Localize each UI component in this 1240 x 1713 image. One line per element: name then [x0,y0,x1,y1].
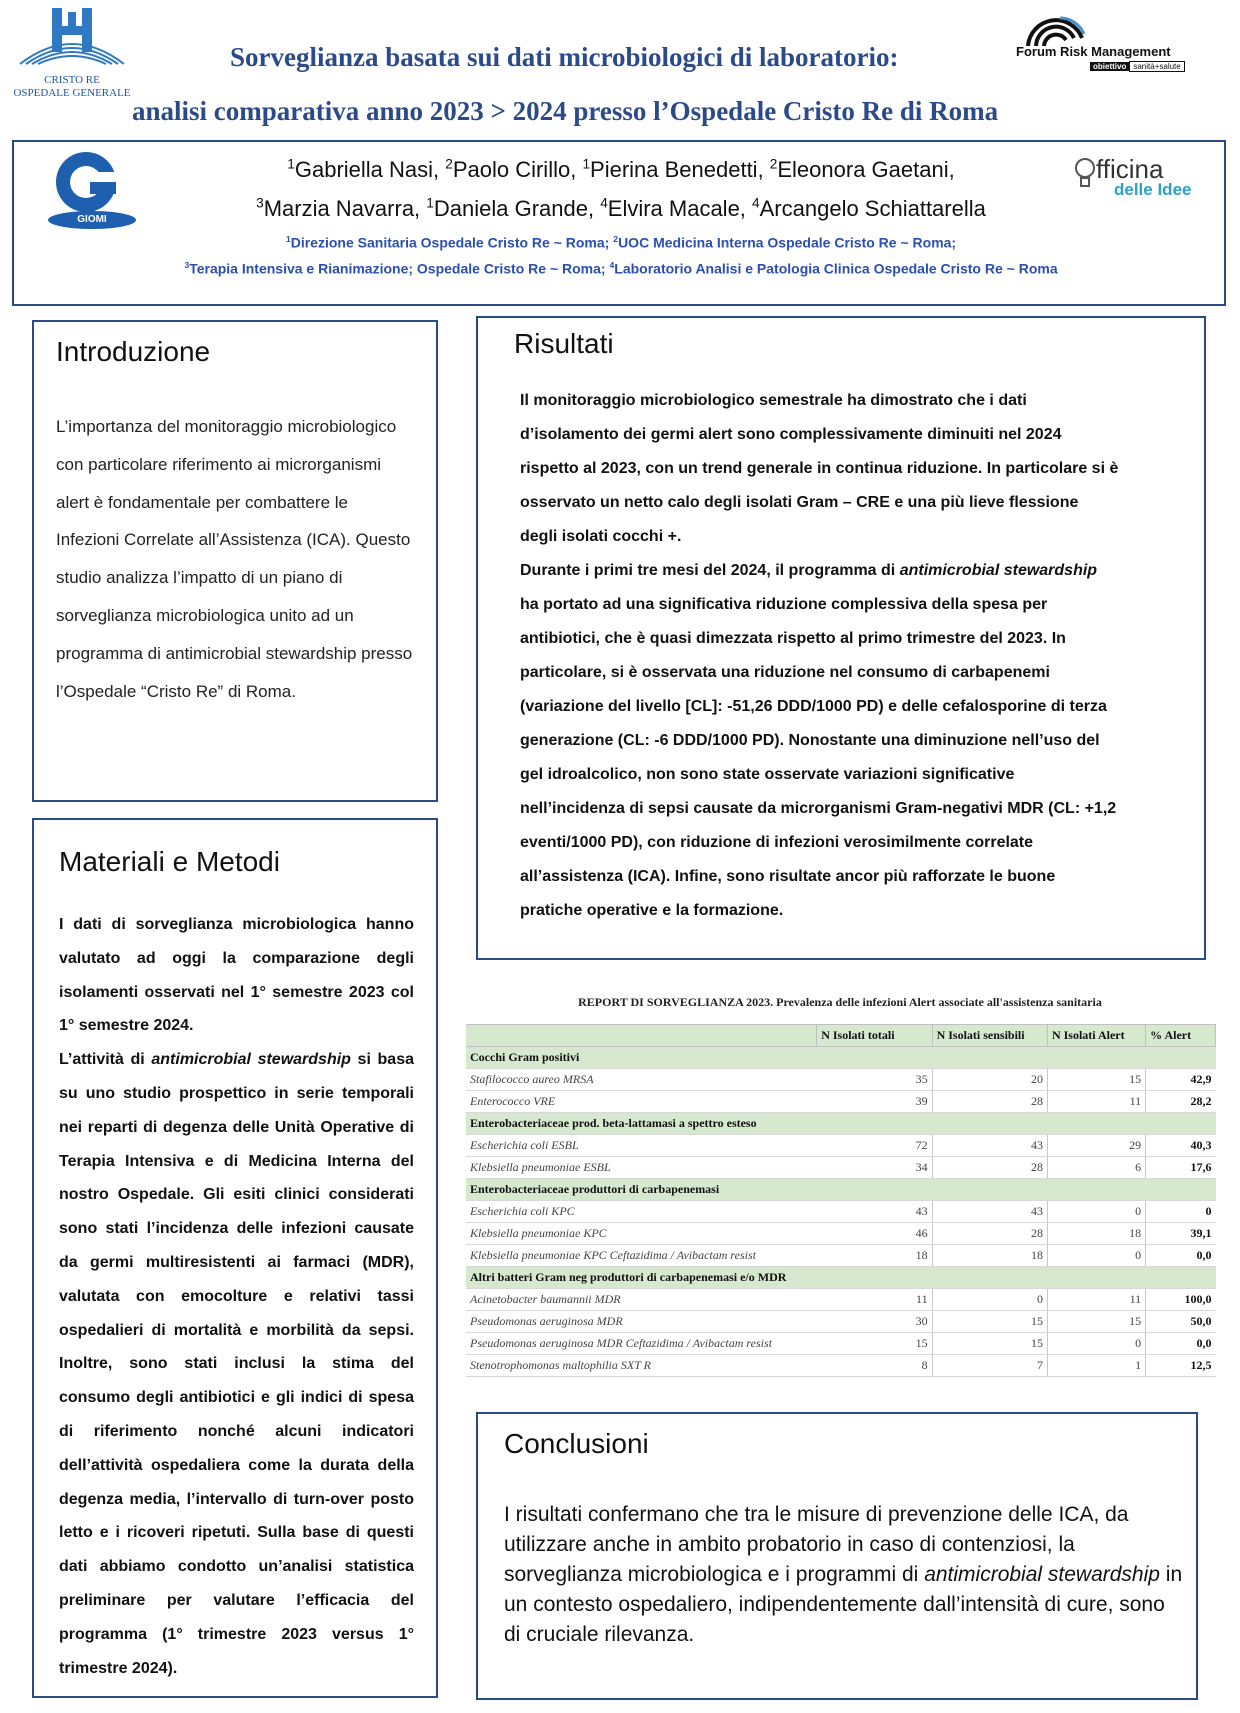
poster-title-line1: Sorveglianza basata sui dati microbiologici di laboratorio: [230,42,899,72]
alert-percent-cell: 12,5 [1146,1355,1216,1377]
alert-percent-cell: 42,9 [1146,1069,1216,1091]
alert-percent-cell: 39,1 [1146,1223,1216,1245]
column-header: N Isolati Alert [1047,1025,1145,1047]
organism-cell: Escherichia coli KPC [466,1201,817,1223]
sensitive-isolates-cell: 7 [932,1355,1047,1377]
table-row [466,1069,1216,1091]
conclusions-text: I risultati confermano che tra le misure di prevenzione delle ICA, da utilizzare anche in ambito probatorio in caso di contenziosi, la sorveglianza microbiologica e i programmi di antimicrobial stewardship in un contesto ospedaliero, indipendentemente dall’intensità di cure, sono di cruciale rilevanza. [504,1503,1183,1646]
column-header: N Isolati totali [817,1025,932,1047]
alert-percent-cell: 100,0 [1146,1289,1216,1311]
methods-title: Materiali e Metodi [59,846,280,877]
organism-cell: Escherichia coli ESBL [466,1135,817,1157]
alert-isolates-cell: 15 [1047,1311,1145,1333]
frm-tag-b: sanità+salute [1129,61,1184,72]
total-isolates-cell: 18 [817,1245,932,1267]
alert-percent-cell: 28,2 [1146,1091,1216,1113]
alert-isolates-cell: 1 [1047,1355,1145,1377]
alert-isolates-cell: 29 [1047,1135,1145,1157]
affiliations [14,228,1228,279]
organism-cell: Klebsiella pneumoniae KPC Ceftazidima / Avibactam resist [466,1245,817,1267]
methods-paragraph-1: I dati di sorveglianza microbiologica hanno valutato ad oggi la comparazione degli isolamenti osservati nel 1° semestre 2023 col 1° semestre 2024. [59,916,414,1035]
table-row [466,1223,1216,1245]
table-row [466,1311,1216,1333]
sensitive-isolates-cell: 20 [932,1069,1047,1091]
sensitive-isolates-cell: 28 [932,1157,1047,1179]
sensitive-isolates-cell: 15 [932,1333,1047,1355]
column-header: % Alert [1146,1025,1216,1047]
lightbulb-icon [1074,156,1096,192]
alert-percent-cell: 0,0 [1146,1333,1216,1355]
sensitive-isolates-cell: 18 [932,1245,1047,1267]
group-label: Altri batteri Gram neg produttori di carbapenemasi e/o MDR [466,1267,1216,1289]
organism-cell: Stafilococco aureo MRSA [466,1069,817,1091]
table-row [466,1157,1216,1179]
authors-box [12,140,1226,306]
organism-cell: Enterococco VRE [466,1091,817,1113]
frm-tagline [1090,62,1185,71]
table-row [466,1333,1216,1355]
logo-left-line2: OSPEDALE GENERALE [13,87,131,99]
total-isolates-cell: 43 [817,1201,932,1223]
authors-line-1 [14,148,1228,186]
officina-line2: delle Idee [1114,180,1192,199]
results-paragraph-2: Durante i primi tre mesi del 2024, il programma di antimicrobial stewardship ha portato ad una significativa riduzione complessiva della spesa per antibiotici, che è quasi dimezzata rispetto al primo trimestre del 2023. In particolare, si è osservata una riduzione nel consumo di carbapenemi (variazione del livello [CL]: -51,26 DDD/1000 PD) e delle cefalosporine di terza generazione (CL: -6 DDD/1000 PD). Nonostante una diminuzione nell’uso del gel idroalcolico, non sono state osservate variazioni significative nell’incidenza di sepsi causate da microrganismi Gram-negativi MDR (CL: +1,2 eventi/1000 PD), con riduzione di infezioni verosimilmente correlate all’assistenza (ICA). Infine, sono risultate ancor più rafforzate le buone pratiche operative e la formazione. [520,562,1117,919]
total-isolates-cell: 35 [817,1069,932,1091]
author: $^1$Daniela Grande, [426,195,601,221]
total-isolates-cell: 30 [817,1311,932,1333]
sensitive-isolates-cell: 43 [932,1135,1047,1157]
methods-paragraph-2: L’attività di antimicrobial stewardship si basa su uno studio prospettico in serie temporali nei reparti di degenza delle Unità Operative di Terapia Intensiva e di Medicina Interna del nostro Ospedale. Gli esiti clinici considerati sono stati l’incidenza delle infezioni causate da germi multiresistenti ai farmaci (MDR), valutata con emocolture e relativi tassi ospedalieri di mortalità e morbilità da sepsi. Inoltre, sono stati inclusi la stima del consumo degli antibiotici e gli indici di spesa di riferimento nonché alcuni indicatori dell’attività ospedaliera come la durata della degenza media, l’intervallo di turn-over posto letto e i ricoveri ripetuti. Sulla base di questi dati abbiamo condotto un’analisi statistica preliminare per valutare l’efficacia del programma (1° trimestre 2023 versus 1° trimestre 2024). [59,1051,414,1677]
results-text [520,384,1120,928]
table-group-row [466,1179,1216,1201]
organism-cell: Acinetobacter baumannii MDR [466,1289,817,1311]
results-paragraph-1: Il monitoraggio microbiologico semestrale ha dimostrato che i dati d’isolamento dei germi alert sono complessivamente diminuiti nel 2024 rispetto al 2023, con un trend generale in continua riduzione. In particolare si è osservato un netto calo degli isolati Gram – CRE e una più lieve flessione degli isolati cocchi +. [520,392,1119,545]
alert-isolates-cell: 15 [1047,1069,1145,1091]
table-header-row [466,1025,1216,1047]
alert-percent-cell: 0 [1146,1201,1216,1223]
sensitive-isolates-cell: 15 [932,1311,1047,1333]
frm-arcs-icon [1020,8,1090,48]
table-row [466,1245,1216,1267]
organism-cell: Stenotrophomonas maltophilia SXT R [466,1355,817,1377]
frm-name: Forum Risk Management [1016,44,1171,59]
cristo-re-logo [12,4,132,104]
total-isolates-cell: 39 [817,1091,932,1113]
total-isolates-cell: 11 [817,1289,932,1311]
sensitive-isolates-cell: 28 [932,1091,1047,1113]
alert-percent-cell: 50,0 [1146,1311,1216,1333]
author: $^2$Paolo Cirillo, [445,157,583,183]
total-isolates-cell: 8 [817,1355,932,1377]
methods-section [32,818,438,1698]
alert-isolates-cell: 0 [1047,1201,1145,1223]
organism-cell: Klebsiella pneumoniae KPC [466,1223,817,1245]
author: $^1$Gabriella Nasi, [287,157,446,183]
total-isolates-cell: 72 [817,1135,932,1157]
giomi-label: GIOMI [77,214,107,225]
poster-title-line2: analisi comparativa anno 2023 > 2024 presso l’Ospedale Cristo Re di Roma [132,96,999,126]
table-group-row [466,1113,1216,1135]
organism-cell: Klebsiella pneumoniae ESBL [466,1157,817,1179]
group-label: Enterobacteriaceae produttori di carbapenemasi [466,1179,1216,1201]
alert-isolates-cell: 6 [1047,1157,1145,1179]
intro-section [32,320,438,802]
author: $^4$Arcangelo Schiattarella [752,195,986,221]
officina-delle-idee-logo [1074,152,1214,198]
alert-percent-cell: 17,6 [1146,1157,1216,1179]
total-isolates-cell: 46 [817,1223,932,1245]
total-isolates-cell: 15 [817,1333,932,1355]
alert-percent-cell: 0,0 [1146,1245,1216,1267]
alert-isolates-cell: 0 [1047,1333,1145,1355]
intro-text: L’importanza del monitoraggio microbiologico con particolare riferimento ai microrganismi alert è fondamentale per combattere le Infezioni Correlate all’Assistenza (ICA). Questo studio analizza l’impatto di un piano di sorveglianza microbiologica unito ad un programma di antimicrobial stewardship presso l’Ospedale “Cristo Re” di Roma. [56,417,413,701]
cristo-re-emblem-icon [12,4,132,74]
report-title: REPORT DI SORVEGLIANZA 2023. Prevalenza delle infezioni Alert associate all'assistenza sanitaria [578,995,1102,1009]
table-row [466,1091,1216,1113]
results-section [476,316,1206,960]
column-header: N Isolati sensibili [932,1025,1047,1047]
author: $^4$Elvira Macale, [600,195,753,221]
surveillance-report-table [466,1024,1216,1377]
table-row [466,1355,1216,1377]
table-row [466,1289,1216,1311]
intro-title: Introduzione [56,336,211,367]
table-group-row [466,1267,1216,1289]
author: $^2$Eleonora Gaetani, [769,157,955,183]
alert-isolates-cell: 11 [1047,1289,1145,1311]
sensitive-isolates-cell: 28 [932,1223,1047,1245]
organism-cell: Pseudomonas aeruginosa MDR Ceftazidima / Avibactam resist [466,1333,817,1355]
column-header [466,1025,817,1047]
conclusions-section [476,1412,1198,1700]
alert-isolates-cell: 0 [1047,1245,1145,1267]
sensitive-isolates-cell: 43 [932,1201,1047,1223]
affiliation-line-1: $^1$Direzione Sanitaria Ospedale Cristo Re ~ Roma; $^2$UOC Medicina Interna Ospedale Cristo Re ~ Roma; [285,234,957,251]
affiliation-line-2: $^3$Terapia Intensiva e Rianimazione; Ospedale Cristo Re ~ Roma; $^4$Laboratorio Analisi e Patologia Clinica Ospedale Cristo Re ~ Roma [184,259,1058,277]
forum-risk-management-logo [1010,8,1215,78]
table-row [466,1201,1216,1223]
officina-line1: fficina [1096,154,1164,184]
alert-percent-cell: 40,3 [1146,1135,1216,1157]
organism-cell: Pseudomonas aeruginosa MDR [466,1311,817,1333]
author: $^1$Pierina Benedetti, [582,157,770,183]
group-label: Cocchi Gram positivi [466,1047,1216,1069]
frm-tag-a: obiettivo [1090,62,1129,71]
methods-text [59,908,414,1685]
authors-list [14,148,1228,225]
conclusions-title: Conclusioni [504,1428,649,1459]
alert-isolates-cell: 18 [1047,1223,1145,1245]
logo-left-line1: CRISTO RE [44,74,100,86]
table-row [466,1135,1216,1157]
authors-line-2 [14,186,1228,224]
total-isolates-cell: 34 [817,1157,932,1179]
results-title: Risultati [514,328,614,359]
alert-isolates-cell: 11 [1047,1091,1145,1113]
group-label: Enterobacteriaceae prod. beta-lattamasi a spettro esteso [466,1113,1216,1135]
table-group-row [466,1047,1216,1069]
sensitive-isolates-cell: 0 [932,1289,1047,1311]
author: $^3$Marzia Navarra, [256,195,427,221]
